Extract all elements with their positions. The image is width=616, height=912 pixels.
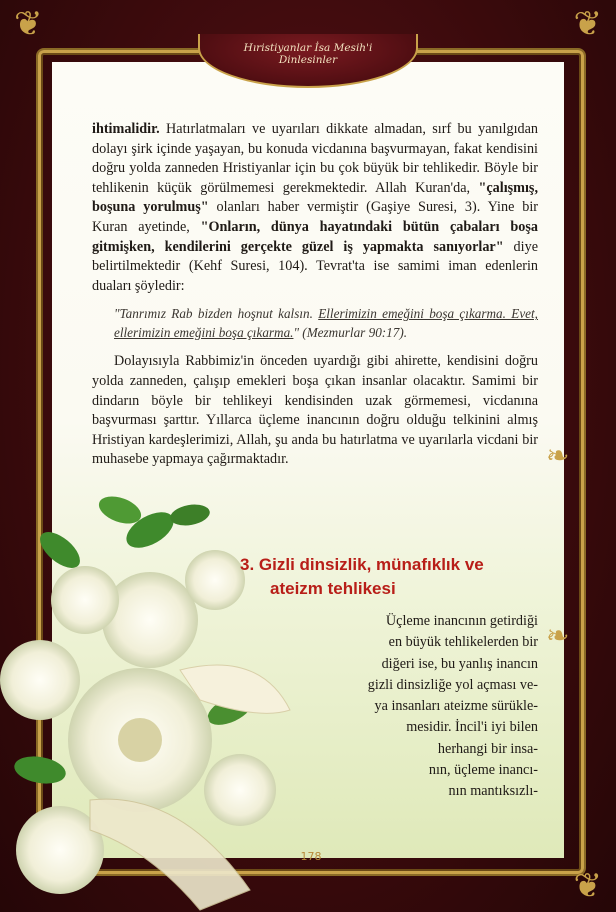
bold-span: ihtimalidir.: [92, 121, 160, 137]
text-span: Hatırlatmaları ve uyarıları dikkate almadan, sırf bu yanılgıdan dolayı şirk içinde yaşayan, bu konuda vicdanına başvurmayan, fakat kendisini doğru yolda zanneden Hristiyanlar için bu çok büyük bir tehlikedir. Böyle bir tehlikenin küçük görülmemesi gerekmektedir. Allah Kuran'da,: [92, 121, 538, 196]
side-ornament-icon: ❧: [546, 441, 570, 472]
corner-ornament-icon: ❦: [14, 6, 43, 43]
side-text-line: en büyük tehlikelerden bir: [388, 634, 538, 651]
side-text-line: ya insanları ateizme sürükle-: [374, 698, 538, 715]
side-text-line: Üçleme inancının getirdiği: [385, 613, 538, 629]
corner-ornament-icon: ❦: [573, 6, 602, 43]
bold-span: "Onların, dünya hayatındaki bütün çabaları boşa gitmişken, kendilerini gerçekte güzel iş yapmakta sanıyorlar": [92, 218, 538, 255]
side-text-line: gizli dinsizliğe yol açması ve-: [367, 676, 538, 693]
paragraph: [92, 120, 538, 296]
bold-span: "çalışmış, boşuna yorulmuş": [92, 179, 538, 216]
quote: [114, 304, 538, 342]
header-title-line1: Hıristiyanlar İsa Mesih'i: [243, 42, 373, 54]
text-span: olanları haber vermiştir (Gaşiye Suresi, 3). Yine bir Kuran ayetinde,: [92, 199, 538, 235]
side-text-line: herhangi bir insa-: [437, 740, 538, 757]
side-text-line: mesidir. İncil'i iyi bilen: [406, 719, 538, 736]
text-span: diye belirtilmektedir (Kehf Suresi, 104). Tevrat'ta ise samimi iman edenlerin duaları şöyledir:: [92, 238, 538, 294]
corner-ornament-icon: ❦: [573, 868, 602, 905]
side-ornament-icon: ❧: [546, 621, 570, 652]
section-heading-line1: 3. Gizli dinsizlik, münafıklık ve: [240, 555, 484, 574]
quote-underlined: Ellerimizin emeğini boşa çıkarma. Evet, ellerimizin emeğini boşa çıkarma.: [114, 306, 538, 341]
section-heading-line2: ateizm tehlikesi: [270, 579, 396, 598]
paragraph-2: Dolayısıyla Rabbimiz'in önceden uyardığı gibi ahirette, kendisini doğru yolda zanneden, çalışıp emekleri boşa çıkan insanlar olacaktır. Samimi bir dindarın böyle bir tehlikeyi kendisinden uzak görmemesi, vicdanına başvurması şarttır. Yıllarca üçleme inancının doğru olduğu telkinini almış Hristiyan kardeşlerimizi, Allah, şu anda bu hatırlatma ve uyarılarla vicdani bir muhasebe yapmaya çağırmaktadır.: [92, 353, 538, 468]
section-heading: [240, 553, 540, 601]
side-paragraph: [338, 611, 538, 803]
flower-bouquet-image: [0, 470, 330, 912]
side-text-line: diğeri ise, bu yanlış inancın: [381, 655, 538, 672]
quote-citation: " (Mezmurlar 90:17).: [293, 325, 408, 341]
body-text: [92, 120, 538, 470]
page-number: 178: [300, 850, 322, 863]
quote-text: "Tanrımız Rab bizden hoşnut kalsın.: [114, 306, 319, 322]
header-title-line2: Dinlesinler: [278, 54, 338, 66]
side-text-line: nın mantıksızlı-: [448, 783, 538, 800]
side-text-line: nın, üçleme inancı-: [428, 762, 538, 779]
